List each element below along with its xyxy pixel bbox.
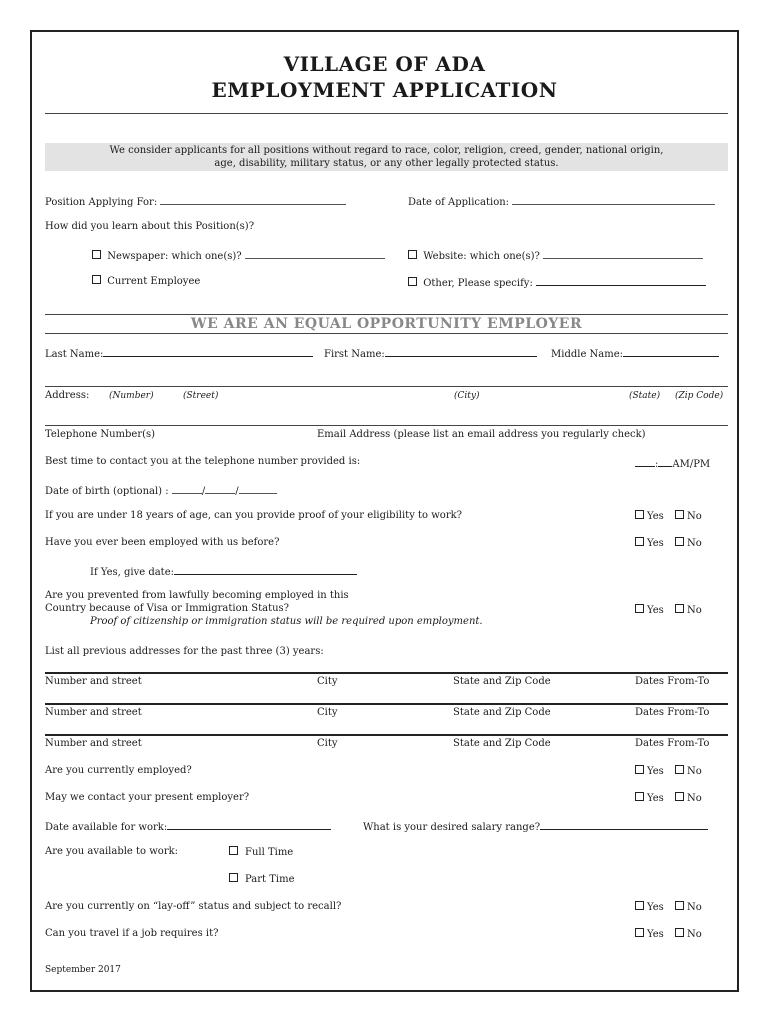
best-time-minute-input[interactable] xyxy=(658,456,672,467)
current-employee-checkbox[interactable] xyxy=(92,275,101,284)
prev-address-1-state-zip: State and Zip Code xyxy=(453,676,551,687)
part-time-label: Part Time xyxy=(245,874,295,885)
dob-field xyxy=(45,483,277,497)
contact-employer-yes-label: Yes xyxy=(647,793,664,804)
employed-before-answer xyxy=(635,537,702,549)
employed-before-yes-checkbox[interactable] xyxy=(635,537,644,546)
best-time-label: Best time to contact you at the telephone number provided is: xyxy=(45,456,361,467)
middle-name-input[interactable] xyxy=(623,346,719,357)
under18-question: If you are under 18 years of age, can you provide proof of your eligibility to work? xyxy=(45,510,463,521)
other-option xyxy=(408,275,706,289)
visa-answer xyxy=(635,604,702,616)
date-available-input[interactable] xyxy=(167,819,331,830)
prev-address-2-dates: Dates From-To xyxy=(635,707,710,718)
dob-label: Date of birth (optional) : xyxy=(45,486,169,497)
prev-address-line-3[interactable] xyxy=(45,734,728,736)
newspaper-option xyxy=(92,248,385,262)
currently-employed-yes-label: Yes xyxy=(647,766,664,777)
contact-employer-answer xyxy=(635,792,702,804)
position-input[interactable] xyxy=(160,194,346,205)
other-label: Other, Please specify: xyxy=(423,278,533,289)
prev-addresses-label: List all previous addresses for the past three (3) years: xyxy=(45,646,324,657)
travel-question: Can you travel if a job requires it? xyxy=(45,928,219,939)
website-checkbox[interactable] xyxy=(408,250,417,259)
layoff-answer xyxy=(635,901,702,913)
title-divider xyxy=(45,113,728,114)
employed-before-no-checkbox[interactable] xyxy=(675,537,684,546)
website-input[interactable] xyxy=(543,248,703,259)
prev-address-line-2[interactable] xyxy=(45,703,728,705)
current-employee-label: Current Employee xyxy=(107,276,201,287)
full-time-label: Full Time xyxy=(245,847,294,858)
eeo-top-rule xyxy=(45,314,728,315)
first-name-input[interactable] xyxy=(385,346,537,357)
currently-employed-no-checkbox[interactable] xyxy=(675,765,684,774)
address-number-hint: (Number) xyxy=(109,391,154,401)
last-name-field xyxy=(45,346,313,360)
contact-employer-question: May we contact your present employer? xyxy=(45,792,250,803)
currently-employed-yes-checkbox[interactable] xyxy=(635,765,644,774)
last-name-input[interactable] xyxy=(103,346,313,357)
part-time-checkbox[interactable] xyxy=(229,873,238,882)
salary-input[interactable] xyxy=(540,819,708,830)
full-time-option xyxy=(229,846,293,858)
address-line[interactable] xyxy=(45,386,728,387)
prev-address-3-state-zip: State and Zip Code xyxy=(453,738,551,749)
dob-sep2: / xyxy=(235,486,239,497)
visa-question-line1: Are you prevented from lawfully becoming employed in this xyxy=(45,590,349,601)
currently-employed-no-label: No xyxy=(686,766,702,777)
under18-answer xyxy=(635,510,702,522)
contact-employer-no-checkbox[interactable] xyxy=(675,792,684,801)
eeo-banner: WE ARE AN EQUAL OPPORTUNITY EMPLOYER xyxy=(190,316,583,332)
other-checkbox[interactable] xyxy=(408,277,417,286)
how-learned-question: How did you learn about this Position(s)? xyxy=(45,221,255,232)
application-form xyxy=(30,30,739,992)
prev-address-3-number-street: Number and street xyxy=(45,738,142,749)
under18-no-checkbox[interactable] xyxy=(675,510,684,519)
prev-address-2-state-zip: State and Zip Code xyxy=(453,707,551,718)
contact-line[interactable] xyxy=(45,425,728,426)
email-label: Email Address (please list an email address you regularly check) xyxy=(317,429,646,440)
salary-field xyxy=(363,819,708,833)
date-available-field xyxy=(45,819,331,833)
visa-yes-label: Yes xyxy=(647,605,664,616)
visa-question-line2: Country because of Visa or Immigration Status? xyxy=(45,603,290,614)
last-name-label: Last Name: xyxy=(45,349,104,360)
layoff-question: Are you currently on “lay-off” status and subject to recall? xyxy=(45,901,342,912)
prev-address-1-number-street: Number and street xyxy=(45,676,142,687)
visa-yes-checkbox[interactable] xyxy=(635,604,644,613)
first-name-field xyxy=(324,346,537,360)
prev-address-1-dates: Dates From-To xyxy=(635,676,710,687)
best-time-field xyxy=(635,456,710,470)
prev-address-line-1[interactable] xyxy=(45,672,728,674)
address-label: Address: xyxy=(45,390,90,401)
contact-employer-no-label: No xyxy=(686,793,702,804)
first-name-label: First Name: xyxy=(324,349,385,360)
full-time-checkbox[interactable] xyxy=(229,846,238,855)
employed-before-question: Have you ever been employed with us before? xyxy=(45,537,280,548)
position-field xyxy=(45,194,346,208)
travel-yes-label: Yes xyxy=(647,929,664,940)
form-title-line1: VILLAGE OF ADA xyxy=(283,52,486,76)
under18-yes-checkbox[interactable] xyxy=(635,510,644,519)
salary-label: What is your desired salary range? xyxy=(363,822,541,833)
under18-no-label: No xyxy=(686,511,702,522)
layoff-no-checkbox[interactable] xyxy=(675,901,684,910)
travel-yes-checkbox[interactable] xyxy=(635,928,644,937)
notice-line1: We consider applicants for all positions without regard to race, color, religion, creed, gender, national origin, xyxy=(109,145,664,156)
employed-before-yes-label: Yes xyxy=(647,538,664,549)
prev-address-3-city: City xyxy=(317,738,338,749)
equal-opportunity-notice xyxy=(45,143,728,171)
prev-address-3-dates: Dates From-To xyxy=(635,738,710,749)
part-time-option xyxy=(229,873,295,885)
other-input[interactable] xyxy=(536,275,706,286)
newspaper-input[interactable] xyxy=(245,248,385,259)
date-of-application-field xyxy=(408,194,715,208)
form-title-line2: EMPLOYMENT APPLICATION xyxy=(211,78,558,102)
travel-no-checkbox[interactable] xyxy=(675,928,684,937)
travel-answer xyxy=(635,928,702,940)
currently-employed-answer xyxy=(635,765,702,777)
middle-name-label: Middle Name: xyxy=(551,349,624,360)
dob-month-input[interactable] xyxy=(172,483,202,494)
travel-no-label: No xyxy=(686,929,702,940)
address-street-hint: (Street) xyxy=(183,391,219,401)
dob-day-input[interactable] xyxy=(205,483,235,494)
prev-address-1-city: City xyxy=(317,676,338,687)
prev-address-2-number-street: Number and street xyxy=(45,707,142,718)
if-yes-date-input[interactable] xyxy=(174,564,357,575)
eeo-bottom-rule xyxy=(45,333,728,334)
layoff-yes-checkbox[interactable] xyxy=(635,901,644,910)
best-time-hour-input[interactable] xyxy=(635,456,655,467)
available-to-work-question: Are you available to work: xyxy=(45,846,179,857)
position-label: Position Applying For: xyxy=(45,197,158,208)
currently-employed-question: Are you currently employed? xyxy=(45,765,192,776)
newspaper-label: Newspaper: which one(s)? xyxy=(107,251,242,262)
contact-employer-yes-checkbox[interactable] xyxy=(635,792,644,801)
visa-no-checkbox[interactable] xyxy=(675,604,684,613)
date-available-label: Date available for work: xyxy=(45,822,168,833)
address-zip-hint: (Zip Code) xyxy=(675,391,724,401)
notice-line2: age, disability, military status, or any other legally protected status. xyxy=(214,158,559,169)
if-yes-date-field xyxy=(90,564,357,578)
address-state-hint: (State) xyxy=(629,391,661,401)
newspaper-checkbox[interactable] xyxy=(92,250,101,259)
website-option xyxy=(408,248,703,262)
visa-no-label: No xyxy=(686,605,702,616)
website-label: Website: which one(s)? xyxy=(423,251,540,262)
employed-before-no-label: No xyxy=(686,538,702,549)
visa-note: Proof of citizenship or immigration status will be required upon employment. xyxy=(90,616,483,627)
layoff-no-label: No xyxy=(686,902,702,913)
date-of-application-label: Date of Application: xyxy=(408,197,510,208)
ampm-label: AM/PM xyxy=(672,459,711,470)
telephone-label: Telephone Number(s) xyxy=(45,429,156,440)
prev-address-2-city: City xyxy=(317,707,338,718)
under18-yes-label: Yes xyxy=(647,511,664,522)
dob-year-input[interactable] xyxy=(239,483,277,494)
footer-date: September 2017 xyxy=(45,965,121,975)
address-city-hint: (City) xyxy=(454,391,480,401)
best-time-separator: : xyxy=(655,459,659,470)
current-employee-option xyxy=(92,275,200,287)
middle-name-field xyxy=(551,346,719,360)
dob-sep1: / xyxy=(201,486,206,497)
date-of-application-input[interactable] xyxy=(512,194,715,205)
layoff-yes-label: Yes xyxy=(647,902,664,913)
if-yes-date-label: If Yes, give date: xyxy=(90,567,174,578)
